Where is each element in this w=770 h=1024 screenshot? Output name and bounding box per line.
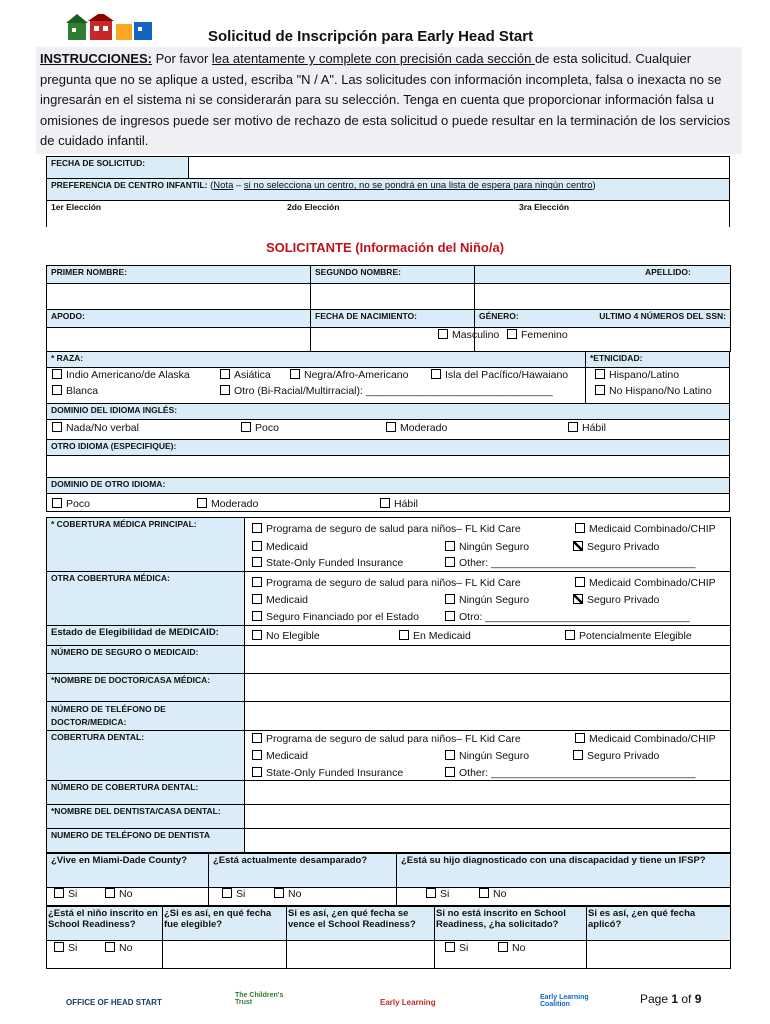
solicitado-no[interactable]: No bbox=[498, 942, 525, 954]
segundo-nombre-field[interactable] bbox=[311, 284, 475, 310]
houses-logo-icon bbox=[66, 14, 156, 42]
ingles-moderado-checkbox[interactable]: Moderado bbox=[386, 422, 447, 434]
elecciones-row bbox=[47, 201, 730, 227]
raza-label: * RAZA: bbox=[47, 352, 586, 368]
solicitado-label: Si no está inscrito en School Readiness, ¿ha solicitado? bbox=[435, 907, 587, 941]
solicitado-si[interactable]: Si bbox=[445, 942, 468, 954]
otro-habil-checkbox[interactable]: Hábil bbox=[380, 498, 418, 510]
etnicidad-hispano-checkbox[interactable]: Hispano/Latino bbox=[595, 369, 679, 381]
instructions-text-2: de esta solicitud. Cualquier pregunta que no se aplique a usted, escriba "N / A". Las solicitudes con información incompleta, falsa o inexacta no se ingresarán en el sistema ni se considerarán para su selección. Tenga en cuenta que proporcionar información falsa u omisiones de ingresos puede ser motivo de rechazo de esta solicitud o puede resultar en la terminación de los servicios de cuidado infantil. bbox=[40, 51, 731, 148]
numero-dental-label: NÚMERO DE COBERTURA DENTAL: bbox=[47, 781, 245, 805]
raza-indio-checkbox[interactable]: Indio Americano/de Alaska bbox=[52, 369, 190, 381]
fecha-vence-field[interactable] bbox=[287, 941, 435, 969]
ingles-nada-checkbox[interactable]: Nada/No verbal bbox=[52, 422, 139, 434]
principal-privado-checkbox[interactable]: Seguro Privado bbox=[573, 541, 659, 553]
dentista-field[interactable] bbox=[245, 805, 731, 829]
fecha-solicitud-field[interactable] bbox=[189, 157, 730, 179]
principal-medicaid-combinado-checkbox[interactable]: Medicaid Combinado/CHIP bbox=[575, 523, 716, 535]
school-readiness-label: ¿Está el niño inscrito en School Readiness? bbox=[47, 907, 163, 941]
numero-medicaid-field[interactable] bbox=[245, 646, 731, 674]
childrens-trust-logo: The Children's Trust bbox=[235, 992, 284, 1006]
dental-ningun-checkbox[interactable]: Ningún Seguro bbox=[445, 750, 529, 762]
page-number: Page 1 of 9 bbox=[640, 992, 702, 1006]
otro-idioma-field[interactable] bbox=[47, 456, 730, 478]
instructions-heading: INSTRUCCIONES: bbox=[40, 51, 152, 66]
dental-other-checkbox[interactable]: Other: ___________________________________ bbox=[445, 767, 695, 779]
cobertura-principal-label: * COBERTURA MÉDICA PRINCIPAL: bbox=[47, 518, 245, 572]
fecha-elegible-field[interactable] bbox=[163, 941, 287, 969]
desamparado-label: ¿Está actualmente desamparado? bbox=[209, 854, 397, 888]
raza-negra-checkbox[interactable]: Negra/Afro-Americano bbox=[290, 369, 408, 381]
ingles-habil-checkbox[interactable]: Hábil bbox=[568, 422, 606, 434]
ingles-poco-checkbox[interactable]: Poco bbox=[241, 422, 279, 434]
apellido-label: APELLIDO: bbox=[475, 266, 731, 284]
apodo-field[interactable] bbox=[47, 328, 311, 352]
doctor-label: *NOMBRE DE DOCTOR/CASA MÉDICA: bbox=[47, 674, 245, 702]
numero-medicaid-label: NÚMERO DE SEGURO O MEDICAID: bbox=[47, 646, 245, 674]
dominio-ingles-label: DOMINIO DEL IDIOMA INGLÉS: bbox=[47, 404, 730, 420]
eleccion-2[interactable]: 2do Elección bbox=[287, 202, 340, 212]
telefono-doctor-field[interactable] bbox=[245, 702, 731, 731]
school-readiness-no[interactable]: No bbox=[105, 942, 132, 954]
discapacidad-si[interactable]: Si bbox=[426, 888, 449, 900]
dominio-otro-label: DOMINIO DE OTRO IDIOMA: bbox=[47, 478, 730, 494]
principal-medicaid-checkbox[interactable]: Medicaid bbox=[252, 541, 308, 553]
etnicidad-label: *ETNICIDAD: bbox=[586, 352, 730, 368]
discapacidad-label: ¿Está su hijo diagnosticado con una discapacidad y tiene un IFSP? bbox=[397, 854, 731, 888]
preferencia-row: PREFERENCIA DE CENTRO INFANTIL: (Nota – si no selecciona un centro, no se pondrá en una lista de espera para ningún centro) bbox=[47, 179, 730, 201]
otra-otro-checkbox[interactable]: Otro: ___________________________________ bbox=[445, 611, 690, 623]
fecha-nacimiento-label: FECHA DE NACIMIENTO: bbox=[311, 310, 475, 328]
dental-kidcare-checkbox[interactable]: Programa de seguro de salud para niños– FL Kid Care bbox=[252, 733, 521, 745]
otra-financiado-checkbox[interactable]: Seguro Financiado por el Estado bbox=[252, 611, 419, 623]
fecha-aplico-label: Si es así, ¿en qué fecha aplicó? bbox=[587, 907, 731, 941]
telefono-dentista-label: NUMERO DE TELÉFONO DE DENTISTA bbox=[47, 829, 245, 853]
application-preferences-table bbox=[46, 156, 730, 227]
vive-miami-si[interactable]: Si bbox=[54, 888, 77, 900]
raza-asiatica-checkbox[interactable]: Asiática bbox=[220, 369, 271, 381]
dental-label: COBERTURA DENTAL: bbox=[47, 731, 245, 781]
dentista-label: *NOMBRE DEL DENTISTA/CASA DENTAL: bbox=[47, 805, 245, 829]
otro-poco-checkbox[interactable]: Poco bbox=[52, 498, 90, 510]
eleccion-1[interactable]: 1er Elección bbox=[51, 202, 102, 212]
femenino-checkbox[interactable]: Femenino bbox=[507, 329, 568, 341]
potencial-checkbox[interactable]: Potencialmente Elegible bbox=[565, 630, 692, 642]
fecha-solicitud-label: FECHA DE SOLICITUD: bbox=[47, 157, 189, 179]
early-learning-logo: Early Learning bbox=[380, 998, 436, 1007]
fecha-elegible-label: ¿Si es así, en qué fecha fue elegible? bbox=[163, 907, 287, 941]
en-medicaid-checkbox[interactable]: En Medicaid bbox=[399, 630, 471, 642]
questions-table-1 bbox=[46, 853, 731, 906]
page-title: Solicitud de Inscripción para Early Head Start bbox=[208, 28, 534, 45]
early-learning-coalition-logo: Early Learning Coalition bbox=[540, 994, 589, 1008]
eleccion-3[interactable]: 3ra Elección bbox=[519, 202, 570, 212]
otra-ningun-checkbox[interactable]: Ningún Seguro bbox=[445, 594, 529, 606]
dental-privado-checkbox[interactable]: Seguro Privado bbox=[573, 750, 659, 762]
no-elegible-checkbox[interactable]: No Elegible bbox=[252, 630, 320, 642]
principal-kidcare-checkbox[interactable]: Programa de seguro de salud para niños– FL Kid Care bbox=[252, 523, 521, 535]
primer-nombre-label: PRIMER NOMBRE: bbox=[47, 266, 311, 284]
vive-miami-no[interactable]: No bbox=[105, 888, 132, 900]
telefono-doctor-label: NÚMERO DE TELÉFONO DE DOCTOR/MEDICA: bbox=[47, 702, 245, 731]
instructions-text-1: Por favor bbox=[151, 51, 212, 66]
instructions-underlined: lea atentamente y complete con precisión cada sección bbox=[211, 51, 535, 66]
numero-dental-field[interactable] bbox=[245, 781, 731, 805]
school-readiness-si[interactable]: Si bbox=[54, 942, 77, 954]
otro-moderado-checkbox[interactable]: Moderado bbox=[197, 498, 258, 510]
desamparado-no[interactable]: No bbox=[274, 888, 301, 900]
otra-privado-checkbox[interactable]: Seguro Privado bbox=[573, 594, 659, 606]
vive-miami-label: ¿Vive en Miami-Dade County? bbox=[47, 854, 209, 888]
otra-kidcare-checkbox[interactable]: Programa de seguro de salud para niños– FL Kid Care bbox=[252, 577, 521, 589]
genero-ssn-label: GÉNERO: ULTIMO 4 NÚMEROS DEL SSN: bbox=[475, 310, 731, 328]
fecha-vence-label: Si es así, ¿en qué fecha se vence el School Readiness? bbox=[287, 907, 435, 941]
otra-medicaid-checkbox[interactable]: Medicaid bbox=[252, 594, 308, 606]
desamparado-si[interactable]: Si bbox=[222, 888, 245, 900]
principal-ningun-checkbox[interactable]: Ningún Seguro bbox=[445, 541, 529, 553]
discapacidad-no[interactable]: No bbox=[479, 888, 506, 900]
otra-medicaid-combinado-checkbox[interactable]: Medicaid Combinado/CHIP bbox=[575, 577, 716, 589]
dental-state-only-checkbox[interactable]: State-Only Funded Insurance bbox=[252, 767, 403, 779]
apellido-field[interactable] bbox=[475, 284, 731, 310]
principal-other-checkbox[interactable]: Other: ___________________________________ bbox=[445, 557, 695, 569]
dental-medicaid-checkbox[interactable]: Medicaid bbox=[252, 750, 308, 762]
apodo-label: APODO: bbox=[47, 310, 311, 328]
raza-blanca-checkbox[interactable]: Blanca bbox=[52, 385, 98, 397]
logo bbox=[66, 14, 156, 48]
instructions bbox=[36, 47, 742, 154]
fecha-aplico-field[interactable] bbox=[587, 941, 731, 969]
telefono-dentista-field[interactable] bbox=[245, 829, 731, 853]
office-head-start-logo: OFFICE OF HEAD START bbox=[66, 998, 162, 1007]
raza-pacifico-checkbox[interactable]: Isla del Pacífico/Hawaiano bbox=[431, 369, 568, 381]
elegibilidad-label: Estado de Elegibilidad de MEDICAID: bbox=[47, 626, 245, 646]
otra-cobertura-label: OTRA COBERTURA MÉDICA: bbox=[47, 572, 245, 626]
section-title: SOLICITANTE (Información del Niño/a) bbox=[265, 240, 505, 255]
doctor-field[interactable] bbox=[245, 674, 731, 702]
segundo-nombre-label: SEGUNDO NOMBRE: bbox=[311, 266, 475, 284]
applicant-table bbox=[46, 265, 731, 352]
raza-otro-checkbox[interactable]: Otro (Bi-Racial/Multirracial): ________________________________ bbox=[220, 385, 553, 397]
dental-medicaid-combinado-checkbox[interactable]: Medicaid Combinado/CHIP bbox=[575, 733, 716, 745]
etnicidad-no-hispano-checkbox[interactable]: No Hispano/No Latino bbox=[595, 385, 712, 397]
principal-state-only-checkbox[interactable]: State-Only Funded Insurance bbox=[252, 557, 403, 569]
masculino-checkbox[interactable]: Masculino bbox=[438, 329, 499, 341]
questions-table-2 bbox=[46, 906, 731, 969]
primer-nombre-field[interactable] bbox=[47, 284, 311, 310]
otro-idioma-label: OTRO IDIOMA (ESPECIFIQUE): bbox=[47, 440, 730, 456]
